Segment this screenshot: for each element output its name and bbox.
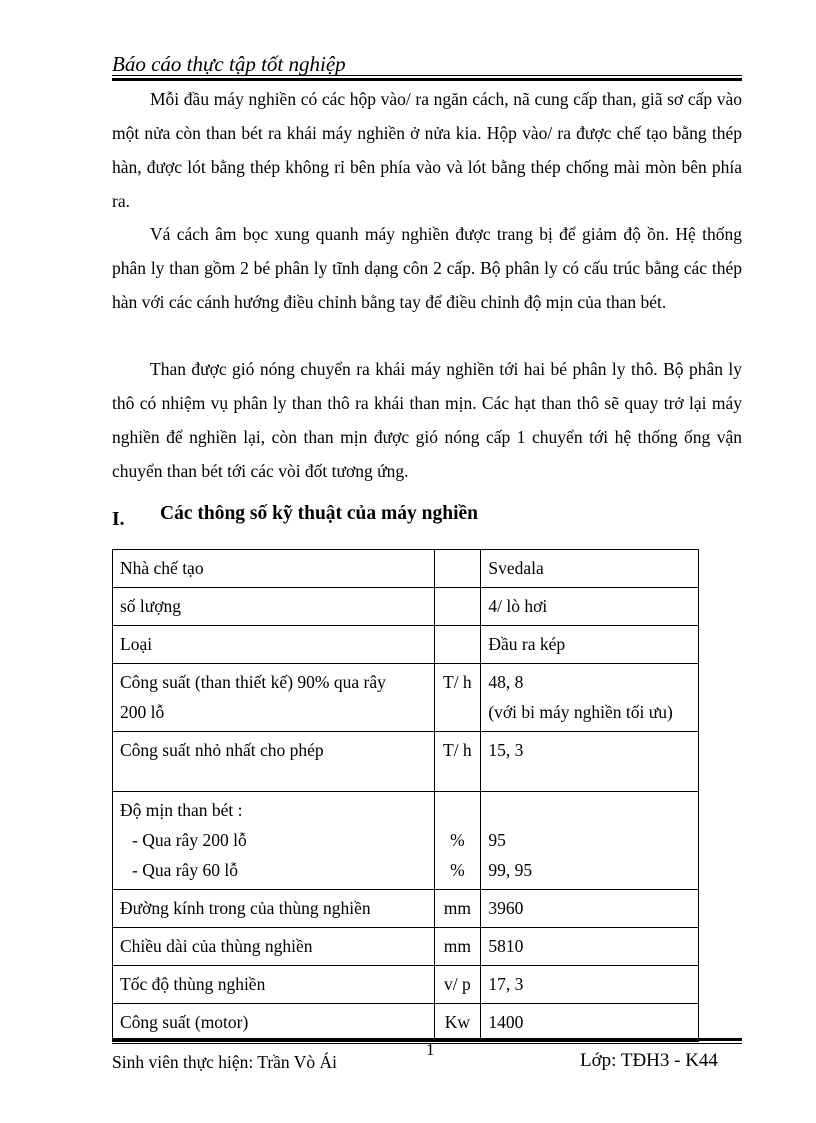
unit-cell (435, 626, 481, 664)
unit-cell (435, 732, 481, 792)
value-text: 48, 8 (488, 672, 524, 692)
param-text: Công suất (than thiết kế) 90% qua rây (120, 672, 386, 692)
unit-cell (435, 550, 481, 588)
paragraph-3: Than được gió nóng chuyển ra khái máy nghiền tới hai bé phân ly thô. Bộ phân ly thô có nhiệm vụ phân ly than thô ra khái than mịn. Các hạt than thô sẽ quay trở lại máy nghiền để nghiền lại, còn than mịn được gió nóng cấp 1 chuyển tới hệ thống ống vận chuyển than bét tới các vòi đốt tương ứng. (112, 359, 742, 481)
param-text: 200 lỗ (120, 702, 165, 722)
value-text: 95 (488, 830, 506, 850)
unit-text: T/ h (443, 740, 472, 760)
param-cell (113, 550, 435, 588)
section-number: I. (112, 509, 125, 530)
value-text: 4/ lò hơi (488, 596, 548, 616)
value-text: (với bi máy nghiền tối ưu) (488, 702, 673, 722)
param-cell (113, 890, 435, 928)
value-text: 5810 (488, 936, 524, 956)
param-text: Công suất nhỏ nhất cho phép (120, 740, 324, 760)
header-divider-thin (112, 75, 742, 76)
paragraph-2: Vá cách âm bọc xung quanh máy nghiền được trang bị để giảm độ ồn. Hệ thống phân ly than gồm 2 bé phân ly tĩnh dạng côn 2 cấp. Bộ phân ly có cấu trúc bằng các thép hàn với các cánh hướng điều chỉnh bằng tay để điều chỉnh độ mịn của than bét. (112, 224, 742, 312)
param-cell (113, 792, 435, 890)
value-text: Đầu ra kép (488, 634, 566, 654)
unit-cell (435, 664, 481, 732)
param-cell (113, 1004, 435, 1042)
table-row (113, 732, 699, 792)
param-text: Tốc độ thùng nghiền (120, 974, 266, 994)
value-cell (481, 732, 699, 792)
value-text: 99, 95 (488, 860, 533, 880)
value-text: Svedala (488, 558, 544, 578)
table-row (113, 588, 699, 626)
value-cell (481, 550, 699, 588)
unit-text: v/ p (443, 974, 471, 994)
unit-text: % (450, 830, 465, 850)
value-text: 15, 3 (488, 740, 524, 760)
header-divider-thick (112, 78, 742, 81)
param-text: Độ mịn than bét : (120, 800, 243, 820)
value-cell (481, 792, 699, 890)
unit-cell (435, 928, 481, 966)
param-text: Nhà chế tạo (120, 558, 204, 578)
table-row (113, 928, 699, 966)
value-cell (481, 588, 699, 626)
unit-text: Kw (444, 1012, 470, 1032)
param-text: số lượng (120, 596, 182, 616)
unit-text: mm (443, 898, 471, 918)
table-row (113, 626, 699, 664)
unit-cell (435, 588, 481, 626)
unit-text: % (450, 860, 465, 880)
param-text: Loại (120, 634, 153, 654)
unit-text: mm (443, 936, 471, 956)
value-cell (481, 890, 699, 928)
paragraph-1: Mỗi đầu máy nghiền có các hộp vào/ ra ngăn cách, nã cung cấp than, giã sơ cấp vào một nửa còn than bét ra khái máy nghiền ở nửa kia. Hộp vào/ ra được chế tạo bằng thép hàn, được lót bằng thép không rỉ bên phía vào và lót bằng thép chống mài mòn bên phía ra. (112, 89, 742, 211)
unit-cell (435, 966, 481, 1004)
param-cell (113, 626, 435, 664)
section-title: Các thông số kỹ thuật của máy nghiền (160, 503, 479, 524)
value-cell (481, 626, 699, 664)
table-row (113, 890, 699, 928)
unit-cell (435, 1004, 481, 1042)
value-cell (481, 966, 699, 1004)
footer-class: Lớp: TĐH3 - K44 (580, 1050, 718, 1071)
param-subitem: - Qua rây 60 lỗ (132, 860, 238, 880)
specs-table (112, 549, 699, 1042)
param-text: Đường kính trong của thùng nghiền (120, 898, 371, 918)
table-row (113, 1004, 699, 1042)
param-text: Chiều dài của thùng nghiền (120, 936, 313, 956)
value-cell (481, 664, 699, 732)
param-cell (113, 966, 435, 1004)
document-header-title: Báo cáo thực tập tốt nghiệp (112, 52, 346, 76)
param-cell (113, 664, 435, 732)
value-text: 17, 3 (488, 974, 524, 994)
param-cell (113, 928, 435, 966)
footer-student: Sinh viên thực hiện: Trần Vò Ái (112, 1052, 338, 1072)
table-row (113, 664, 699, 732)
unit-text: T/ h (443, 672, 472, 692)
value-cell (481, 1004, 699, 1042)
value-cell (481, 928, 699, 966)
param-cell (113, 588, 435, 626)
table-row (113, 792, 699, 890)
unit-cell (435, 792, 481, 890)
page-number: 1 (426, 1040, 435, 1059)
unit-cell (435, 890, 481, 928)
value-text: 1400 (488, 1012, 524, 1032)
value-text: 3960 (488, 898, 524, 918)
table-row (113, 966, 699, 1004)
param-text: Công suất (motor) (120, 1012, 249, 1032)
param-cell (113, 732, 435, 792)
table-row (113, 550, 699, 588)
param-subitem: - Qua rây 200 lỗ (132, 830, 247, 850)
